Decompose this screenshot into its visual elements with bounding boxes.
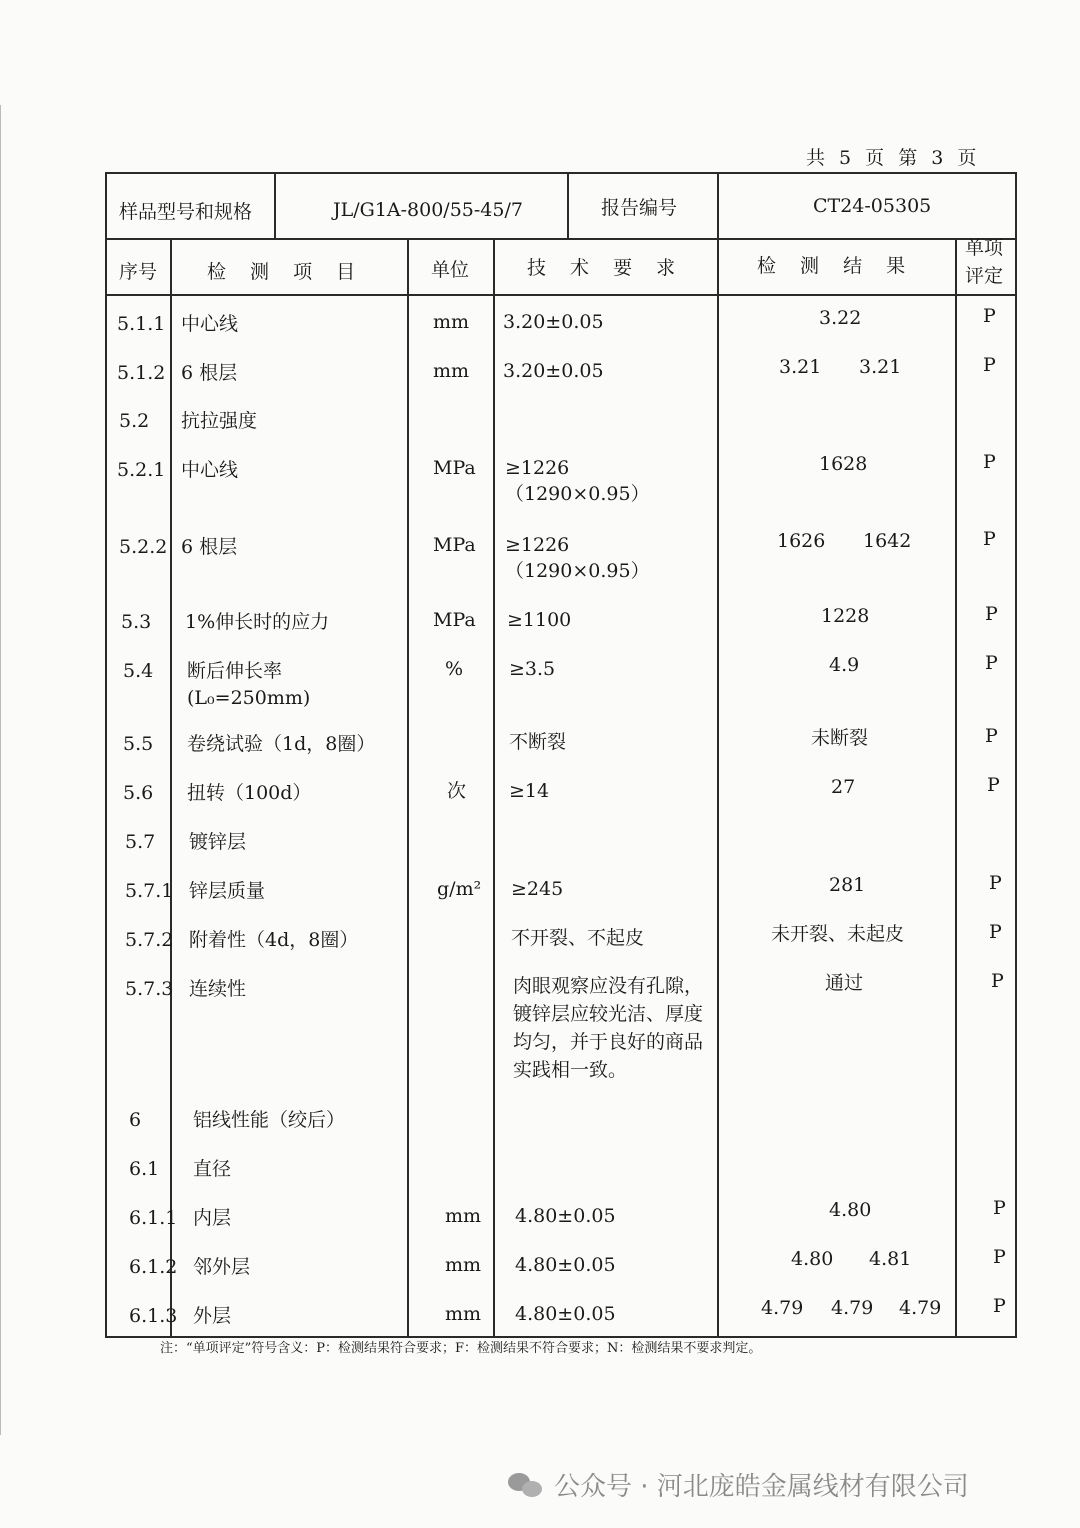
sample-label: 样品型号和规格 <box>119 201 253 223</box>
row-no: 5.4 <box>123 660 154 682</box>
scan-edge-line <box>0 105 1 1435</box>
row-item-sub: (L₀=250mm) <box>187 687 311 709</box>
row-item: 6 根层 <box>181 536 238 558</box>
row-result: 4.80 <box>791 1248 834 1270</box>
row-no: 5.2 <box>119 410 150 432</box>
col-unit: 单位 <box>431 259 470 281</box>
row-item: 卷绕试验（1d，8圈） <box>187 733 376 755</box>
watermark <box>508 1466 969 1503</box>
row-no: 6.1.3 <box>129 1305 178 1327</box>
row-eval: P <box>983 528 996 550</box>
row-req-sub: （1290×0.95） <box>505 560 650 582</box>
row-item: 附着性（4d，8圈） <box>189 929 359 951</box>
row-no: 5.7 <box>125 831 156 853</box>
row-eval: P <box>985 725 998 747</box>
row-req: ≥3.5 <box>509 658 556 680</box>
row-req: 4.80±0.05 <box>515 1254 616 1276</box>
row-req: ≥14 <box>509 780 550 802</box>
row-eval: P <box>991 970 1004 992</box>
row-no: 6.1.1 <box>129 1207 178 1229</box>
row-item: 镀锌层 <box>189 831 247 853</box>
row-no: 5.3 <box>121 611 152 633</box>
row-result: 3.21 <box>779 356 822 378</box>
row-no: 5.1.1 <box>117 313 166 335</box>
row-item: 锌层质量 <box>189 880 266 902</box>
row-req-line: 肉眼观察应没有孔隙， <box>513 975 704 997</box>
column-vline <box>407 238 409 1336</box>
row-result: 4.80 <box>829 1199 872 1221</box>
row-eval: P <box>983 451 996 473</box>
row-result: 1626 <box>777 530 826 552</box>
row-req: 4.80±0.05 <box>515 1205 616 1227</box>
row-eval: P <box>989 921 1002 943</box>
column-vline <box>955 238 957 1336</box>
row-no: 6.1 <box>129 1158 160 1180</box>
row-req: ≥1100 <box>507 609 572 631</box>
row-result: 未开裂、未起皮 <box>771 923 905 945</box>
row-item: 中心线 <box>181 313 239 335</box>
row-req: 3.20±0.05 <box>503 360 604 382</box>
row-unit: 次 <box>447 780 467 802</box>
row-item: 铝线性能（绞后） <box>193 1109 346 1131</box>
row-req-line: 镀锌层应较光洁、厚度 <box>513 1003 704 1025</box>
row-result: 4.79 <box>761 1297 804 1319</box>
row-req: 4.80±0.05 <box>515 1303 616 1325</box>
row-req: 不开裂、不起皮 <box>511 927 645 949</box>
row-eval: P <box>983 305 996 327</box>
row-req-line: 实践相一致。 <box>513 1059 628 1081</box>
row-unit: MPa <box>433 534 476 556</box>
row-item: 邻外层 <box>193 1256 251 1278</box>
row-no: 6 <box>129 1109 142 1131</box>
col-result: 检 测 结 果 <box>757 255 906 277</box>
row-unit: mm <box>433 360 470 382</box>
row-unit: g/m² <box>437 878 482 900</box>
row-item: 断后伸长率 <box>187 660 283 682</box>
col-item: 检 测 项 目 <box>207 261 356 283</box>
row-no: 6.1.2 <box>129 1256 178 1278</box>
row-item: 外层 <box>193 1305 232 1327</box>
row-result: 未断裂 <box>811 727 869 749</box>
report-label: 报告编号 <box>601 197 678 219</box>
row-result: 1228 <box>821 605 870 627</box>
sample-value: JL/G1A-800/55-45/7 <box>333 199 523 221</box>
row-result: 4.79 <box>831 1297 874 1319</box>
wechat-icon <box>508 1471 546 1499</box>
row-eval: P <box>993 1197 1006 1219</box>
header-vline <box>567 174 569 238</box>
row-req: ≥245 <box>511 878 564 900</box>
row-result: 通过 <box>825 972 864 994</box>
row-unit: mm <box>445 1205 482 1227</box>
row-item: 内层 <box>193 1207 232 1229</box>
row-req-sub: （1290×0.95） <box>505 483 650 505</box>
column-vline <box>170 238 172 1336</box>
row-no: 5.7.2 <box>125 929 174 951</box>
row-unit: MPa <box>433 609 476 631</box>
row-result: 281 <box>829 874 866 896</box>
row-eval: P <box>993 1295 1006 1317</box>
row-eval: P <box>985 652 998 674</box>
col-eval-2: 评定 <box>965 265 1004 287</box>
report-value: CT24-05305 <box>813 195 932 217</box>
row-result: 4.9 <box>829 654 860 676</box>
column-vline <box>493 238 495 1336</box>
header-vline <box>717 174 719 238</box>
row-unit: mm <box>445 1303 482 1325</box>
row-unit: % <box>445 658 464 680</box>
row-result: 4.81 <box>869 1248 912 1270</box>
row-req-line: 均匀，并于良好的商品 <box>513 1031 704 1053</box>
row-req: ≥1226 <box>505 534 570 556</box>
row-no: 5.6 <box>123 782 154 804</box>
row-req: 3.20±0.05 <box>503 311 604 333</box>
row-req: 不断裂 <box>509 731 567 753</box>
row-no: 5.1.2 <box>117 362 166 384</box>
row-no: 5.2.1 <box>117 459 166 481</box>
col-no: 序号 <box>119 261 158 283</box>
row-result: 1642 <box>863 530 912 552</box>
col-req: 技 术 要 求 <box>527 257 676 279</box>
row-eval: P <box>987 774 1000 796</box>
row-item: 6 根层 <box>181 362 238 384</box>
row-eval: P <box>985 603 998 625</box>
row-result: 4.79 <box>899 1297 942 1319</box>
row-item: 连续性 <box>189 978 247 1000</box>
row-no: 5.5 <box>123 733 154 755</box>
row-eval: P <box>989 872 1002 894</box>
page-info: 共 5 页 第 3 页 <box>806 147 981 169</box>
row-no: 5.2.2 <box>119 536 168 558</box>
row-result: 27 <box>831 776 856 798</box>
row-unit: MPa <box>433 457 476 479</box>
row-eval: P <box>983 354 996 376</box>
row-item: 中心线 <box>181 459 239 481</box>
footnote: 注：“单项评定”符号含义：P：检测结果符合要求；F：检测结果不符合要求；N：检测结果不要求判定。 <box>160 1341 762 1356</box>
row-req: ≥1226 <box>505 457 570 479</box>
header-vline <box>274 174 276 238</box>
column-vline <box>717 238 719 1336</box>
report-table <box>105 172 1017 1338</box>
row-no: 5.7.1 <box>125 880 174 902</box>
row-item: 直径 <box>193 1158 232 1180</box>
header-divider <box>107 238 1015 240</box>
row-unit: mm <box>433 311 470 333</box>
row-result: 3.21 <box>859 356 902 378</box>
column-header-divider <box>107 294 1015 296</box>
row-unit: mm <box>445 1254 482 1276</box>
row-item: 抗拉强度 <box>181 410 258 432</box>
row-item: 扭转（100d） <box>187 782 312 804</box>
col-eval-1: 单项 <box>965 237 1004 259</box>
row-eval: P <box>993 1246 1006 1268</box>
row-result: 3.22 <box>819 307 862 329</box>
row-no: 5.7.3 <box>125 978 174 1000</box>
row-result: 1628 <box>819 453 868 475</box>
row-item: 1%伸长时的应力 <box>185 611 330 633</box>
watermark-text: 公众号 · 河北庞皓金属线材有限公司 <box>554 1472 969 1502</box>
